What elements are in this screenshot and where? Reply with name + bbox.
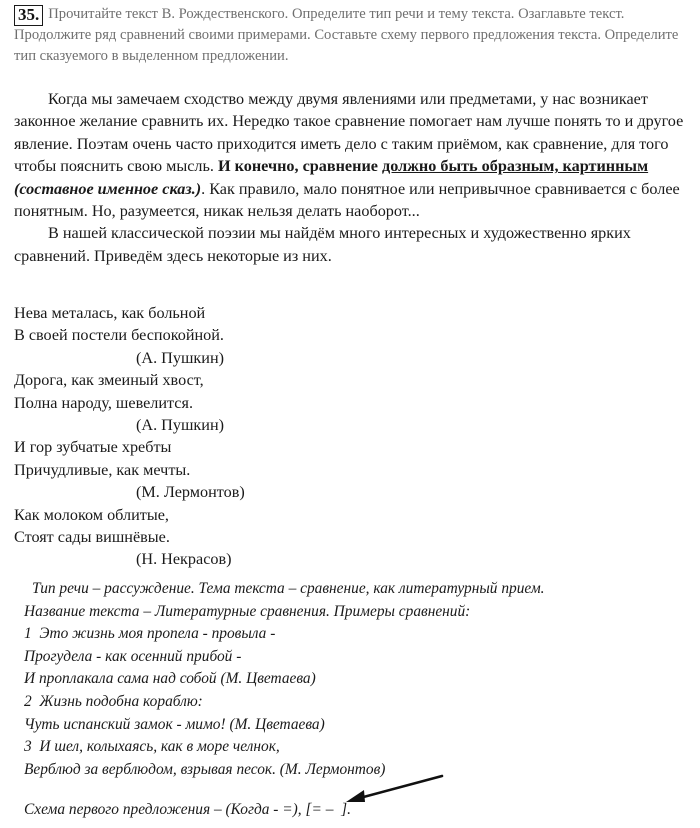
answer-block — [24, 578, 689, 781]
answer-line: 1 Это жизнь моя пропела - провыла - — [24, 625, 276, 643]
answer-line: Верблюд за верблюдом, взрывая песок. (М. Лермонтов) — [24, 760, 386, 778]
verse-line: И гор зубчатые хребты — [14, 438, 172, 457]
verse-author: (М. Лермонтов) — [136, 483, 245, 502]
article-body — [14, 88, 686, 267]
verse-author: (Н. Некрасов) — [136, 550, 232, 569]
sentence-schema-line: Схема первого предложения – (Когда - =), [= – ]. — [24, 801, 351, 818]
verse-line: Полна народу, шевелится. — [14, 393, 193, 412]
highlighted-sentence-bold: И конечно, сравнение — [217, 157, 383, 176]
answer-line: 2 Жизнь подобна кораблю: — [24, 692, 203, 710]
paragraph-1 — [14, 88, 686, 222]
verse-line: Причудливые, как мечты. — [14, 460, 191, 479]
verse-line: Стоят сады вишнёвые. — [14, 528, 170, 547]
answer-line: Тип речи – рассуждение. Тема текста – сравнение, как литературный прием. — [32, 580, 545, 597]
answer-line: Прогудела - как осенний прибой - — [24, 647, 242, 665]
answer-line: И проплакала сама над собой (М. Цветаева) — [24, 670, 316, 688]
verse-line: Дорога, как змеиный хвост, — [14, 371, 204, 390]
paragraph-1-tail: . Как правило, мало понятное или непривычное сравнивается с более понятным. Но, разумеется, никак нельзя делать наоборот... — [14, 179, 680, 221]
verse-author: (А. Пушкин) — [136, 416, 225, 435]
answer-line: Название текста – Литературные сравнения. Примеры сравнений: — [24, 602, 471, 620]
exercise-header — [14, 4, 686, 66]
highlighted-predicate-underlined: должно быть образным, картинным — [382, 157, 649, 176]
verse-line: В своей постели беспокойной. — [14, 326, 224, 345]
predicate-type-note: (составное именное сказ.) — [14, 179, 202, 198]
verse-line: Как молоком облитые, — [14, 505, 169, 524]
verse-line: Нева металась, как больной — [14, 304, 206, 322]
paragraph-1-intro: Когда мы замечаем сходство между двумя явлениями или предметами, у нас возникает законное желание сравнить их. Нередко такое сравнение помогает нам лучше понять то и другое явление. Поэтам очень часто приходится иметь дело с таким приёмом, как сравнение, для того чтобы пояснить свою мысль. — [14, 90, 684, 176]
verse-quotations — [14, 302, 686, 571]
exercise-number-box: 35. — [14, 5, 43, 26]
answer-line: Чуть испанский замок - мимо! (М. Цветаева) — [24, 715, 325, 733]
answer-line: 3 И шел, колыхаясь, как в море челнок, — [24, 738, 280, 756]
verse-author: (А. Пушкин) — [136, 348, 225, 367]
exercise-instructions: Прочитайте текст В. Рождественского. Определите тип речи и тему текста. Озаглавьте текст. Продолжите ряд сравнений своими примерами. Составьте схему первого предложения текста. Определите тип сказуемого в выделенном предложении. — [14, 6, 679, 64]
paragraph-2: В нашей классической поэзии мы найдём много интересных и художественно ярких сравнений. Приведём здесь некоторые из них. — [14, 224, 631, 265]
